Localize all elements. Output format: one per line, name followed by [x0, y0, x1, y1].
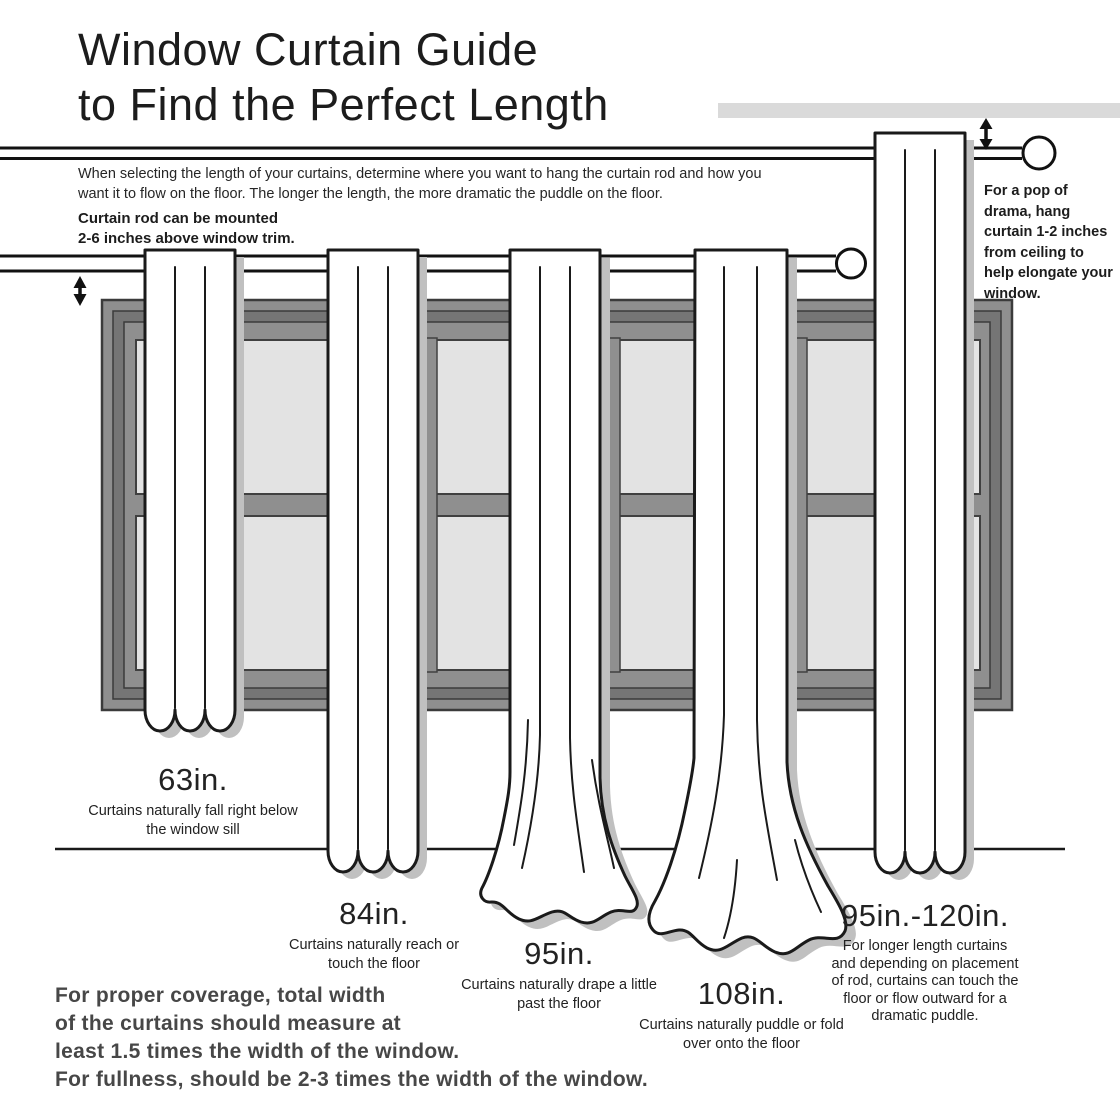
curtain-length-label: 95in.: [524, 936, 594, 971]
arrow-up-down-icon: [980, 118, 993, 150]
rod-finial-icon: [1023, 137, 1055, 169]
page-title: [78, 22, 609, 132]
curtain-length-label: 108in.: [697, 976, 786, 1011]
curtain-length-description: Curtains naturally reach or touch the floor: [288, 937, 460, 972]
curtain-length-description: Curtains naturally fall right below the window sill: [88, 803, 298, 838]
mount-note-line1: Curtain rod can be mounted: [78, 210, 279, 227]
coverage-note-line3: least 1.5 times the width of the window.: [55, 1040, 460, 1063]
arrow-up-down-icon: [74, 276, 87, 306]
curtain-length-label: 95in.-120in.: [840, 898, 1009, 933]
intro-text: When selecting the length of your curtains, determine where you want to hang the curtain rod and how you want it to flow on the floor. The longer the length, the more dramatic the puddle on the floor.: [78, 166, 762, 202]
curtain-length-label: 63in.: [158, 762, 228, 797]
curtain-length-description: Curtains naturally drape a little past the floor: [461, 977, 657, 1012]
rod-finial-icon: [837, 249, 866, 278]
curtain-length-description: For longer length curtains and depending on placement of rod, curtains can touch the floor or flow outward for a dramatic puddle.: [831, 938, 1019, 1024]
mount-note: [78, 209, 295, 249]
curtain-63in: [145, 250, 244, 738]
curtain-length-description: Curtains naturally puddle or fold over onto the floor: [639, 1017, 844, 1052]
ceiling-bar: [718, 103, 1120, 118]
curtain-label-95-120in: [830, 898, 1020, 1026]
curtain-label-63in: [88, 762, 298, 839]
curtain-length-label: 84in.: [339, 896, 409, 931]
coverage-note-line1: For proper coverage, total width: [55, 984, 386, 1007]
curtain-84in: [328, 250, 427, 879]
page-title-line2: to Find the Perfect Length: [78, 79, 609, 130]
page-title-line1: Window Curtain Guide: [78, 24, 539, 75]
curtain-95-120in: [875, 133, 974, 880]
curtain-label-84in: [274, 896, 474, 973]
coverage-note-line4: For fullness, should be 2-3 times the width of the window.: [55, 1068, 648, 1091]
mount-note-line2: 2-6 inches above window trim.: [78, 230, 295, 247]
coverage-note: [55, 982, 648, 1094]
drama-note: For a pop of drama, hang curtain 1-2 inches from ceiling to help elongate your window.: [984, 183, 1113, 302]
curtain-label-108in: [639, 976, 844, 1053]
coverage-note-line2: of the curtains should measure at: [55, 1012, 401, 1035]
